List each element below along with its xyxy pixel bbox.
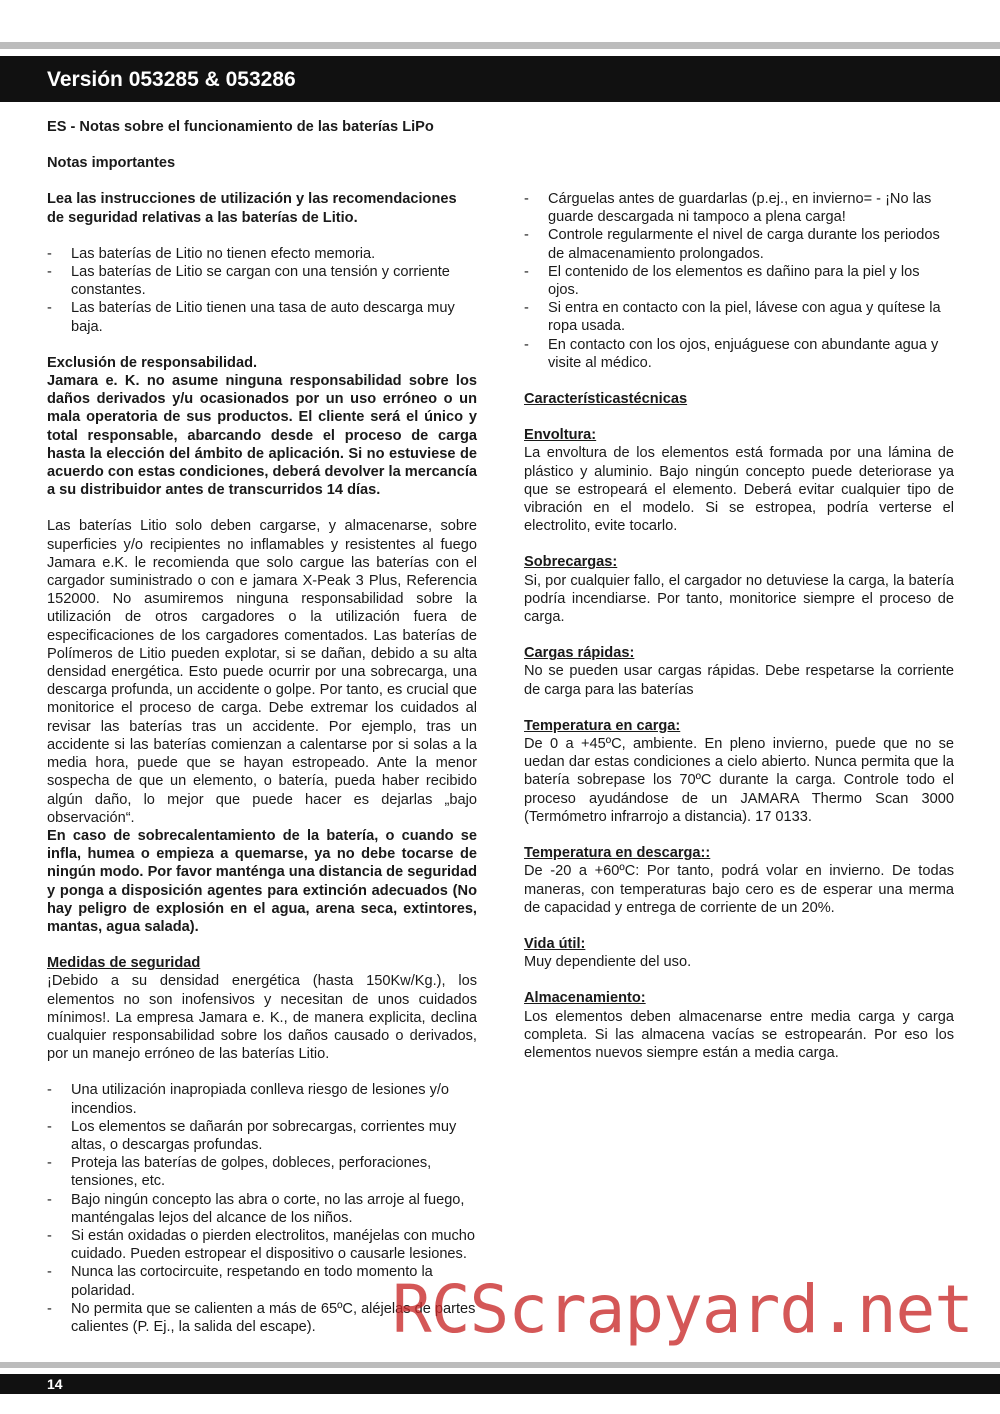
section-text-temp-descarga: De -20 a +60ºC: Por tanto, podrá volar en invierno. De todas maneras, con temperaturas bajo cero es de esperar una merma de capacidad y entrega de corriente de un 20%. xyxy=(524,863,954,916)
bottom-rule xyxy=(0,1362,1000,1368)
disclaimer-text: Jamara e. K. no asume ninguna responsabilidad sobre los daños derivados y/u ocasionados por un uso erróneo o un mala operatoria de sus productos. El cliente será el único y total responsable, abarcando desde el proceso de carga hasta la elección del ámbito de aplicación. Si no estuviese de acuerdo con estas condiciones, deberá devolver la mercancía a su distribuidor antes de transcurridos 14 días. xyxy=(47,373,477,499)
body-text: Las baterías Litio solo deben cargarse, y almacenarse, sobre superficies y/o recipientes no inflamables y resistentes al fuego Jamara e.K. le recomienda que solo cargue las baterías con el cargador suministrado o con e jamara X-Peak 3 Plus, Referencia 152000. No asumiremos ninguna responsabilidad sobre la utilización de otros cargadores o la utilización fuera de especificaciones de los cargadores comentados. Las baterías de Polímeros de Litio pueden explotar, si se dañan, debido a su alta densidad energética. Esto puede ocurrir por una sobrecarga, una descarga profunda, un accidente o golpe. Por tanto, es crucial que monitorice el proceso de carga. Debe extremar los cuidados al revisar las baterías tras un accidente. Por ejemplo, tras un accidente si las baterías comienzan a calentarse por si solas a la media hora, puede que se hayan estropeado. Ante la menor sospecha de que un elemento, o batería, pueda haber recibido algún daño, lo mejor que puede hacer es dejarlas „bajo observación“. xyxy=(47,518,477,826)
section-title-temp-carga: Temperatura en carga: xyxy=(524,717,681,734)
list-item: - Una utilización inapropiada conlleva riesgo de lesiones y/o incendios. xyxy=(47,1081,477,1117)
list-item: - Si entra en contacto con la piel, lávese con agua y quítese la ropa usada. xyxy=(524,299,954,335)
safety-text: ¡Debido a su densidad energética (hasta 150Kw/Kg.), los elementos no son inofensivos y necesitan de unos cuidados mínimos!. La empresa Jamara e. K., de manera explicita, declina cualquier responsabilidad sobre los daños causado o derivados, por un manejo erróneo de las baterías Litio. xyxy=(47,973,477,1063)
disclaimer-title: Exclusión de responsabilidad. xyxy=(47,354,258,371)
left-column xyxy=(47,118,477,1336)
list-item: - En contacto con los ojos, enjuáguese con abundante agua y visite al médico. xyxy=(524,336,954,372)
section-text-vida-util: Muy dependiente del uso. xyxy=(524,954,692,971)
list-item: - Cárguelas antes de guardarlas (p.ej., en invierno= - ¡No las guarde descargada ni tampoco a plena carga! xyxy=(524,190,954,226)
footer-bar xyxy=(0,1374,1000,1394)
page-title: Versión 053285 & 053286 xyxy=(47,68,296,91)
intro-list xyxy=(47,245,477,336)
section-text-temp-carga: De 0 a +45ºC, ambiente. En pleno invierno, puede que no se uedan dar estas condiciones a cielo abierto. Nunca permita que la batería sobrepase los 70ºC durante la carga. Controle todo el proceso ayudándose de un JAMARA Thermo Scan 3000 (Termómetro infrarrojo a distancia). 17 0133. xyxy=(524,736,954,825)
list-item: - Proteja las baterías de golpes, dobleces, perforaciones, tensiones, etc. xyxy=(47,1154,477,1190)
right-column xyxy=(524,190,954,1062)
top-rule xyxy=(0,42,1000,49)
header-bar xyxy=(0,56,1000,102)
list-item: - Las baterías de Litio no tienen efecto memoria. xyxy=(47,245,477,263)
page-number: 14 xyxy=(47,1376,63,1392)
list-item: - Bajo ningún concepto las abra o corte, no las arroje al fuego, manténgalas lejos del alcance de los niños. xyxy=(47,1191,477,1227)
section-title-almacenamiento: Almacenamiento: xyxy=(524,990,646,1007)
section-text-cargas-rapidas: No se pueden usar cargas rápidas. Debe respetarse la corriente de carga para las baterías xyxy=(524,663,954,698)
intro-bold: Lea las instrucciones de utilización y las recomendaciones de seguridad relativas a las baterías de Litio. xyxy=(47,191,457,226)
section-title-temp-descarga: Temperatura en descarga:: xyxy=(524,845,711,862)
section-heading: ES - Notas sobre el funcionamiento de las baterías LiPo xyxy=(47,119,434,135)
section-title-sobrecargas: Sobrecargas: xyxy=(524,554,618,571)
section-title-cargas-rapidas: Cargas rápidas: xyxy=(524,645,635,662)
section-text-almacenamiento: Los elementos deben almacenarse entre media carga y carga completa. Si las almacena vacías se estropearán. Por eso los elementos nuevos siempre están a media carga. xyxy=(524,1008,954,1061)
section-text-sobrecargas: Si, por cualquier fallo, el cargador no detuviese la carga, la batería podría incendiarse. Por tanto, monitorice siempre el proceso de carga. xyxy=(524,572,954,626)
tech-title: Característicastécnicas xyxy=(524,391,688,408)
overheat-warning: En caso de sobrecalentamiento de la batería, o cuando se infla, humea o empieza a quemarse, ya no debe tocarse de ningún modo. Por favor manténga una distancia de seguridad y ponga a disposición agentes para extinción adecuados (No hay peligro de explosión en el agua, arena seca, extintores, mantas, agua salada). xyxy=(47,827,477,935)
list-item: - Las baterías de Litio tienen una tasa de auto descarga muy baja. xyxy=(47,299,477,335)
care-list xyxy=(524,190,954,372)
watermark: RCScrapyard.net xyxy=(392,1271,974,1348)
list-item: - El contenido de los elementos es dañino para la piel y los ojos. xyxy=(524,263,954,299)
safety-title: Medidas de seguridad xyxy=(47,955,201,972)
list-item: - Si están oxidadas o pierden electrolitos, manéjelas con mucho cuidado. Pueden estropear el dispositivo o causarle lesiones. xyxy=(47,1227,477,1263)
list-item: - No permita que se calienten a más de 65ºC, aléjelas de partes calientes (P. Ej., la salida del escape). xyxy=(47,1300,477,1336)
subheading: Notas importantes xyxy=(47,155,176,172)
list-item: - Controle regularmente el nivel de carga durante los periodos de almacenamiento prolongados. xyxy=(524,226,954,262)
list-item: - Los elementos se dañarán por sobrecargas, corrientes muy altas, o descargas profundas. xyxy=(47,1118,477,1154)
section-title-envoltura: Envoltura: xyxy=(524,427,597,444)
list-item: - Nunca las cortocircuite, respetando en todo momento la polaridad. xyxy=(47,1263,477,1299)
list-item: - Las baterías de Litio se cargan con una tensión y corriente constantes. xyxy=(47,263,477,299)
section-text-envoltura: La envoltura de los elementos está formada por una lámina de plástico y aluminio. Bajo ningún concepto puede deteriorase ya que se estropeará el elemento. Deberá evitar cualquier tipo de vibración en el modelo. Si se estropea, podría verterse el electrolito, evite tocarlo. xyxy=(524,445,954,535)
section-title-vida-util: Vida útil: xyxy=(524,935,586,952)
